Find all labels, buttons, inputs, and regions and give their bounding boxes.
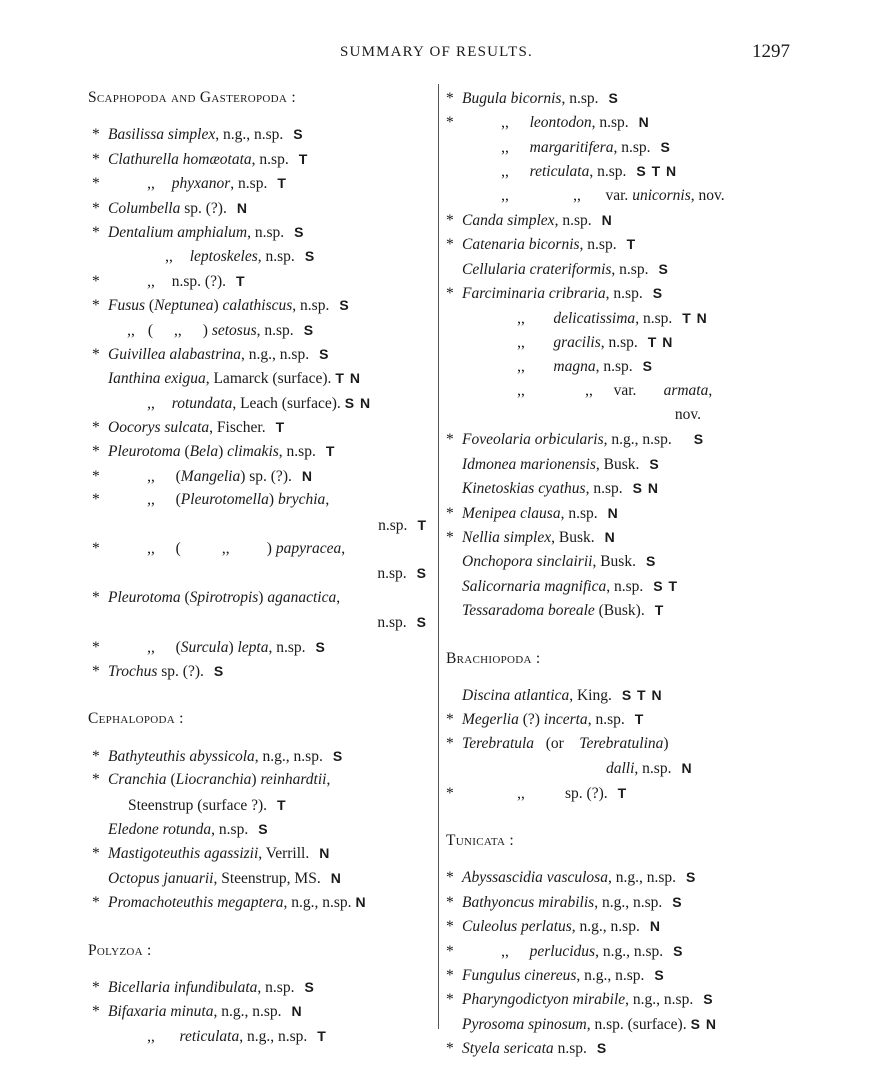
species-entry-continued: dalli, n.sp. N — [606, 760, 693, 778]
species-entry: ,, leptoskeles, n.sp. S — [165, 248, 316, 266]
species-entry: * Bugula bicornis, n.sp. S — [446, 90, 619, 107]
left-column — [88, 86, 433, 1048]
column-divider — [438, 84, 439, 1029]
page-number: 1297 — [752, 41, 790, 62]
species-entry: * Menipea clausa, n.sp. N — [446, 504, 619, 522]
species-entry: * ,, sp. (?). T — [446, 784, 628, 802]
species-entry: * Bathyteuthis abyssicola, n.g., n.sp. S — [92, 747, 344, 765]
species-entry: * Styela sericata n.sp. S — [446, 1040, 608, 1058]
species-entry: * Trochus sp. (?). S — [92, 662, 225, 680]
species-entry: ,, ,, var. armata, — [517, 381, 713, 399]
species-entry: * Pleurotoma (Bela) climakis, n.sp. T — [92, 443, 336, 461]
species-entry: * Catenaria bicornis, n.sp. T — [446, 236, 637, 254]
species-entry: ,, reticulata, n.g., n.sp. T — [147, 1027, 327, 1045]
species-entry: * Farciminaria cribraria, n.sp. S — [446, 285, 664, 303]
species-entry: ,, ( ,, ) setosus, n.sp. S — [127, 321, 315, 339]
species-entry: * Nellia simplex, Busk. N — [446, 529, 616, 547]
species-entry: * ,, ( ,, ) papyracea, — [92, 540, 346, 558]
species-entry: ,, rotundata, Leach (surface). S N — [147, 394, 372, 412]
species-entry: * ,, n.sp. (?). T — [92, 272, 246, 290]
species-entry: Pyrosoma spinosum, n.sp. (surface). S N — [462, 1015, 717, 1033]
species-entry: * Abyssascidia vasculosa, n.g., n.sp. S — [446, 869, 697, 887]
species-entry-continued: nov. — [674, 406, 701, 424]
species-entry: * Columbella sp. (?). N — [92, 199, 248, 217]
species-entry: Ianthina exigua, Lamarck (surface). T N — [108, 370, 361, 388]
species-entry: * ,, (Mangelia) sp. (?). N — [92, 467, 313, 485]
species-entry: * Fusus (Neptunea) calathiscus, n.sp. S — [92, 297, 350, 315]
species-entry: Kinetoskias cyathus, n.sp. S N — [462, 480, 659, 498]
species-entry: * Foveolaria orbicularis, n.g., n.sp. S — [446, 431, 705, 449]
species-entry: ,, margaritifera, n.sp. S — [501, 138, 671, 156]
species-entry: * Mastigoteuthis agassizii, Verrill. N — [92, 845, 331, 863]
species-entry: * Promachoteuthis megaptera, n.g., n.sp. N — [92, 894, 367, 912]
section-title-brachiopoda: Brachiopoda : — [446, 649, 541, 667]
right-column — [446, 86, 791, 1060]
species-entry: * Pharyngodictyon mirabile, n.g., n.sp. S — [446, 991, 714, 1009]
section-title-polyzoa: Polyzoa : — [88, 941, 152, 959]
species-entry: * Bifaxaria minuta, n.g., n.sp. N — [92, 1003, 303, 1021]
species-entry-continued: n.sp. T — [378, 516, 427, 534]
species-entry-continued: n.sp. S — [377, 565, 427, 583]
species-entry: * Bicellaria infundibulata, n.sp. S — [92, 978, 315, 996]
species-entry: * Terebratula (or Terebratulina) — [446, 734, 669, 752]
species-entry: * ,, (Pleurotomella) brychia, — [92, 491, 330, 509]
species-entry: * Megerlia (?) incerta, n.sp. T — [446, 711, 645, 729]
species-entry: * Culeolus perlatus, n.g., n.sp. N — [446, 918, 661, 936]
species-entry: * Guivillea alabastrina, n.g., n.sp. S — [92, 345, 330, 363]
species-entry: ,, delicatissima, n.sp. T N — [517, 309, 708, 327]
species-entry: Discina atlantica, King. S T N — [462, 686, 663, 704]
species-entry: ,, reticulata, n.sp. S T N — [501, 163, 678, 181]
species-entry: * Canda simplex, n.sp. N — [446, 211, 613, 229]
species-entry: Tessaradoma boreale (Busk). T — [462, 602, 665, 620]
species-entry: Cellularia crateriformis, n.sp. S — [462, 260, 669, 278]
species-entry: Salicornaria magnifica, n.sp. S T — [462, 577, 679, 595]
section-title-cephalopoda: Cephalopoda : — [88, 710, 184, 728]
species-entry: ,, ,, var. unicornis, nov. — [501, 186, 725, 204]
section-title-scaphopoda: Scaphopoda and Gasteropoda : — [88, 89, 296, 106]
species-entry: * Bathyoncus mirabilis, n.g., n.sp. S — [446, 893, 683, 911]
species-entry: Idmonea marionensis, Busk. S — [462, 455, 660, 473]
species-entry: * Fungulus cinereus, n.g., n.sp. S — [446, 966, 665, 984]
species-entry: * Oocorys sulcata, Fischer. T — [92, 419, 286, 437]
species-entry: * ,, phyxanor, n.sp. T — [92, 175, 287, 193]
species-entry: * Dentalium amphialum, n.sp. S — [92, 223, 305, 241]
species-entry-continued: n.sp. S — [377, 614, 427, 632]
species-entry: * Basilissa simplex, n.g., n.sp. S — [92, 126, 304, 144]
species-entry: * Pleurotoma (Spirotropis) aganactica, — [92, 588, 341, 606]
section-title-tunicata: Tunicata : — [446, 831, 515, 849]
species-entry: * Cranchia (Liocranchia) reinhardtii, — [92, 771, 331, 789]
species-entry-continued: Steenstrup (surface ?). T — [128, 796, 287, 814]
species-entry: ,, gracilis, n.sp. T N — [517, 333, 674, 351]
species-entry: * ,, (Surcula) lepta, n.sp. S — [92, 638, 326, 656]
species-entry: * ,, leontodon, n.sp. N — [446, 114, 650, 132]
running-head: SUMMARY OF RESULTS. — [340, 44, 533, 60]
species-entry: * Clathurella homæotata, n.sp. T — [92, 150, 309, 168]
species-entry: Onchopora sinclairii, Busk. S — [462, 553, 657, 571]
species-entry: * ,, perlucidus, n.g., n.sp. S — [446, 942, 684, 960]
species-entry: Eledone rotunda, n.sp. S — [108, 820, 269, 838]
species-entry: ,, magna, n.sp. S — [517, 358, 653, 376]
species-entry: Octopus januarii, Steenstrup, MS. N — [108, 869, 342, 887]
page-header — [0, 41, 880, 68]
